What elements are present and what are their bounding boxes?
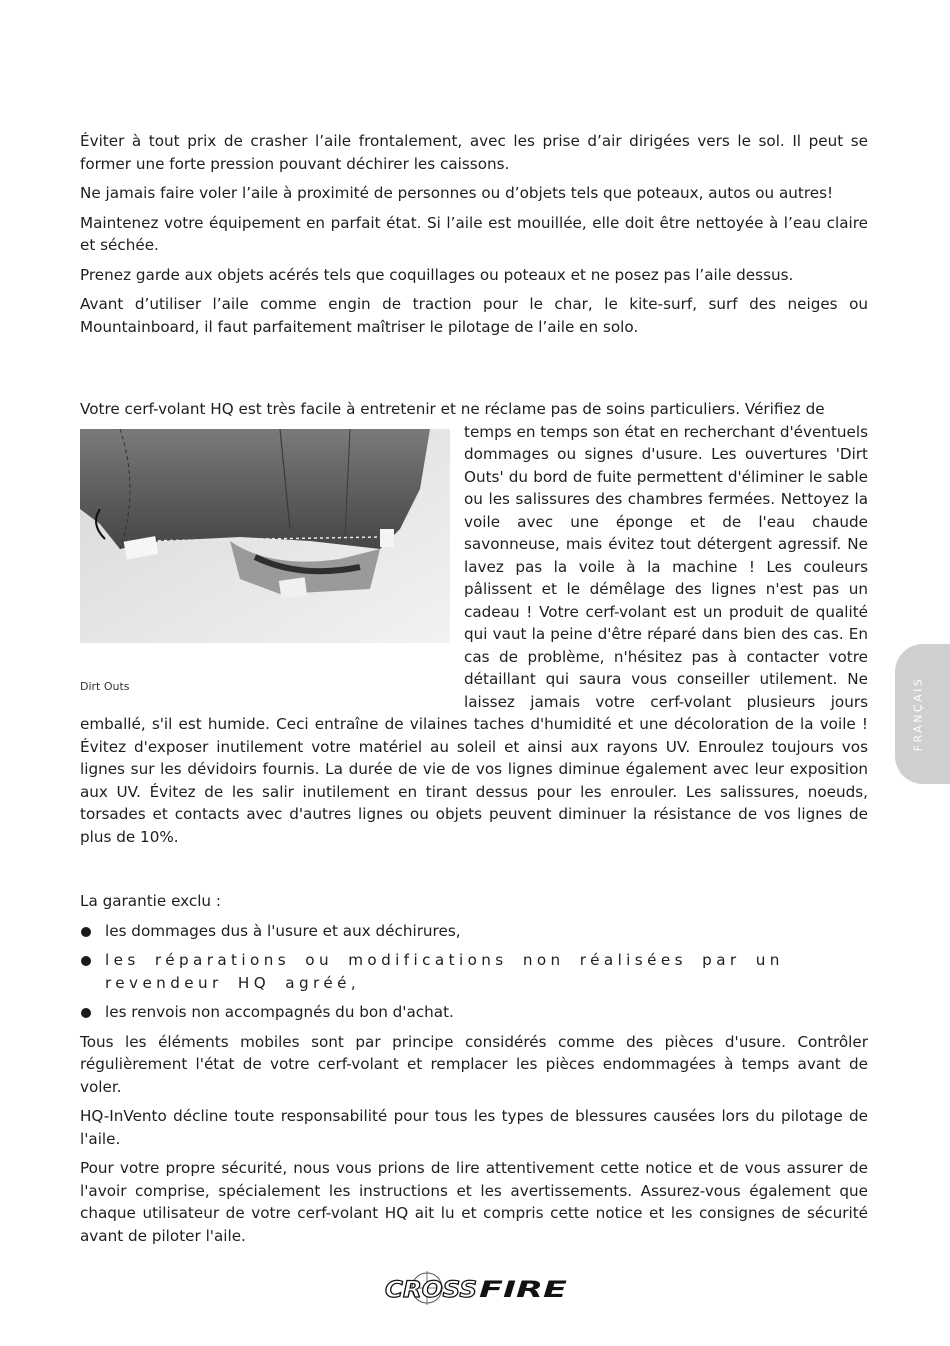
safety-paragraph: Ne jamais faire voler l’aile à proximité de personnes ou d’objets tels que poteaux, autos ou autres! [80,184,834,202]
care-body: temps en temps son état en recherchant d'éventuels dommages ou signes d'usure. Les ouvertures 'Dirt Outs' du bord de fuite permettent d'éliminer le sable ou les salissures des chambres fermées. Nettoyez la voile avec une éponge et de l'eau chaude savonneuse, mais évitez tout détergent agressif. Ne lavez pas la voile à la machine ! Les couleurs pâlissent et le démêlage des lignes n'est pas un cadeau ! Votre cerf-volant est un produit de qualité qui vaut la peine d'être réparé dans bien des cas. En cas de problème, n'hésitez pas à contacter votre détaillant qui saura vous conseiller utilement. Ne laissez jamais votre cerf-volant plusieurs jours emballé, s'il est humide. Ceci entraîne de vilaines taches d'humidité et une décoloration de la voile ! Évitez d'exposer inutilement votre matériel au soleil et ainsi aux rayons UV. Enroulez toujours vos lignes sur les dévidoirs fournis. La durée de vie de vos lignes diminue également avec leur exposition aux UV. Évitez de les salir inutilement en tirant dessus pour les enrouler. Les salissures, noeuds, torsades et contacts avec d'autres lignes ou objets peuvent diminuer la résistance de vos lignes de plus de 10%. [80,422,868,846]
warranty-paragraph: Pour votre propre sécurité, nous vous prions de lire attentivement cette notice et de vous assurer de l'avoir comprise, spécialement les instructions et les avertissements. Assurez-vous également que chaque utilisateur de votre cerf-volant HQ ait lu et compris cette notice et les consignes de sécurité avant de piloter l'aile. [80,1159,868,1245]
warranty-intro: La garantie exclu : [80,892,222,910]
photo-caption: Dirt Outs [80,679,130,693]
dirt-outs-figure [80,429,452,711]
warranty-exclusions-list [80,920,868,1024]
dirt-outs-photo [80,429,450,643]
language-side-tab [895,644,950,784]
care-intro: Votre cerf-volant HQ est très facile à entretenir et ne réclame pas de soins particuliers. Vérifiez de [80,400,825,418]
list-item: les réparations ou modifications non réalisées par un revendeur HQ agréé, [80,949,868,994]
language-label: FRANÇAIS [911,676,925,752]
care-section [80,398,868,848]
crossfire-logo [383,1270,571,1306]
safety-section [80,130,868,345]
warranty-paragraph: HQ-InVento décline toute responsabilité pour tous les types de blessures causées lors du pilotage de l'aile. [80,1107,868,1148]
safety-paragraph: Avant d’utiliser l’aile comme engin de traction pour le char, le kite-surf, surf des neiges ou Mountainboard, il faut parfaitement maîtriser le pilotage de l’aile en solo. [80,295,868,336]
warranty-section [80,890,868,1254]
warranty-paragraph: Tous les éléments mobiles sont par principe considérés comme des pièces d'usure. Contrôler régulièrement l'état de votre cerf-volant et remplacer les pièces endommagées à temps avant de voler. [80,1032,868,1096]
safety-paragraph: Prenez garde aux objets acérés tels que coquillages ou poteaux et ne posez pas l’aile dessus. [80,265,794,284]
logo-part-fire: FIRE [479,1278,567,1303]
list-item: les dommages dus à l'usure et aux déchirures, [80,920,868,943]
safety-paragraph: Maintenez votre équipement en parfait état. Si l’aile est mouillée, elle doit être nettoyée à l’eau claire et séchée. [80,213,868,254]
list-item: les renvois non accompagnés du bon d'achat. [80,1001,868,1024]
logo-part-cross: CROSS [385,1278,477,1303]
safety-paragraph: Éviter à tout prix de crasher l’aile frontalement, avec les prise d’air dirigées vers le sol. Il peut se former une forte pression pouvant déchirer les caissons. [80,132,868,173]
